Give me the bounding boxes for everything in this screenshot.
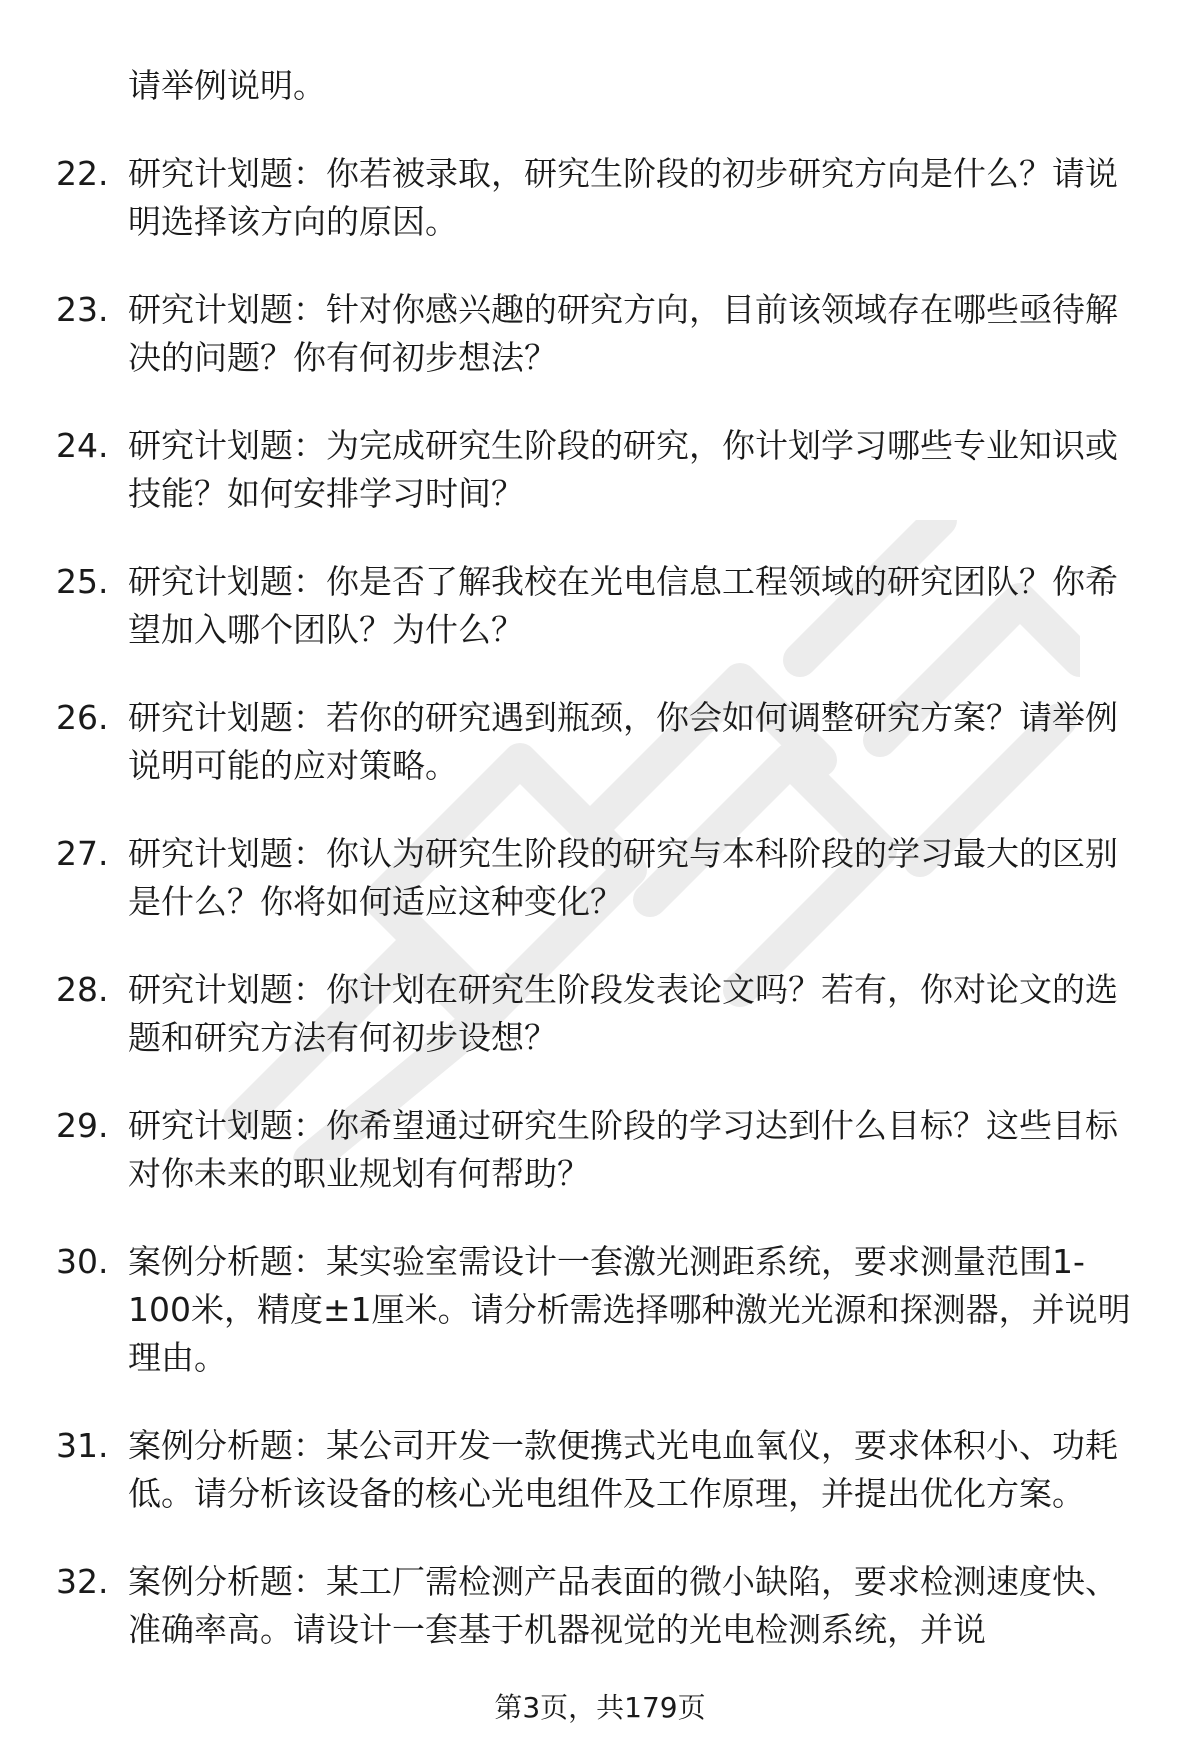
item-number: 25.: [56, 562, 109, 601]
list-item: [56, 966, 1146, 1062]
list-item: [56, 694, 1146, 790]
item-text: 研究计划题：针对你感兴趣的研究方向，目前该领域存在哪些亟待解决的问题？你有何初步想法？: [128, 290, 1118, 377]
page-footer: 第3页，共179页: [494, 1691, 706, 1724]
item-number: 22.: [56, 154, 109, 193]
item-number: 24.: [56, 426, 109, 465]
item-text: 研究计划题：若你的研究遇到瓶颈，你会如何调整研究方案？请举例说明可能的应对策略。: [128, 698, 1118, 785]
item-number: 32.: [56, 1562, 109, 1601]
list-item: [56, 1238, 1146, 1382]
item-text: 研究计划题：你希望通过研究生阶段的学习达到什么目标？这些目标对你未来的职业规划有何帮助？: [128, 1106, 1118, 1193]
list-item: [56, 286, 1146, 382]
item-text: 研究计划题：你是否了解我校在光电信息工程领域的研究团队？你希望加入哪个团队？为什么？: [128, 562, 1118, 649]
list-item: [56, 558, 1146, 654]
item-number: 29.: [56, 1106, 109, 1145]
item-number: 27.: [56, 834, 109, 873]
list-item: [56, 1558, 1146, 1654]
question-list: [56, 62, 1146, 1654]
list-item: [56, 150, 1146, 246]
list-item: [56, 830, 1146, 926]
item-number: 28.: [56, 970, 109, 1009]
list-item: [56, 422, 1146, 518]
item-text: 研究计划题：你认为研究生阶段的研究与本科阶段的学习最大的区别是什么？你将如何适应这种变化？: [128, 834, 1118, 921]
list-item: [56, 1422, 1146, 1518]
item-text: 研究计划题：为完成研究生阶段的研究，你计划学习哪些专业知识或技能？如何安排学习时间？: [128, 426, 1118, 513]
item-text: 案例分析题：某实验室需设计一套激光测距系统，要求测量范围1-100米，精度±1厘米。请分析需选择哪种激光光源和探测器，并说明理由。: [128, 1242, 1131, 1377]
item-number: 23.: [56, 290, 109, 329]
item-number: 31.: [56, 1426, 109, 1465]
item-text: 案例分析题：某公司开发一款便携式光电血氧仪，要求体积小、功耗低。请分析该设备的核心光电组件及工作原理，并提出优化方案。: [128, 1426, 1118, 1513]
item-number: 26.: [56, 698, 109, 737]
item-text: 研究计划题：你若被录取，研究生阶段的初步研究方向是什么？请说明选择该方向的原因。: [128, 154, 1118, 241]
item-number: 30.: [56, 1242, 109, 1281]
continuation-text: 请举例说明。: [128, 66, 326, 105]
list-item: [56, 1102, 1146, 1198]
item-text: 研究计划题：你计划在研究生阶段发表论文吗？若有，你对论文的选题和研究方法有何初步设想？: [128, 970, 1118, 1057]
item-text: 案例分析题：某工厂需检测产品表面的微小缺陷，要求检测速度快、准确率高。请设计一套基于机器视觉的光电检测系统，并说: [128, 1562, 1118, 1649]
